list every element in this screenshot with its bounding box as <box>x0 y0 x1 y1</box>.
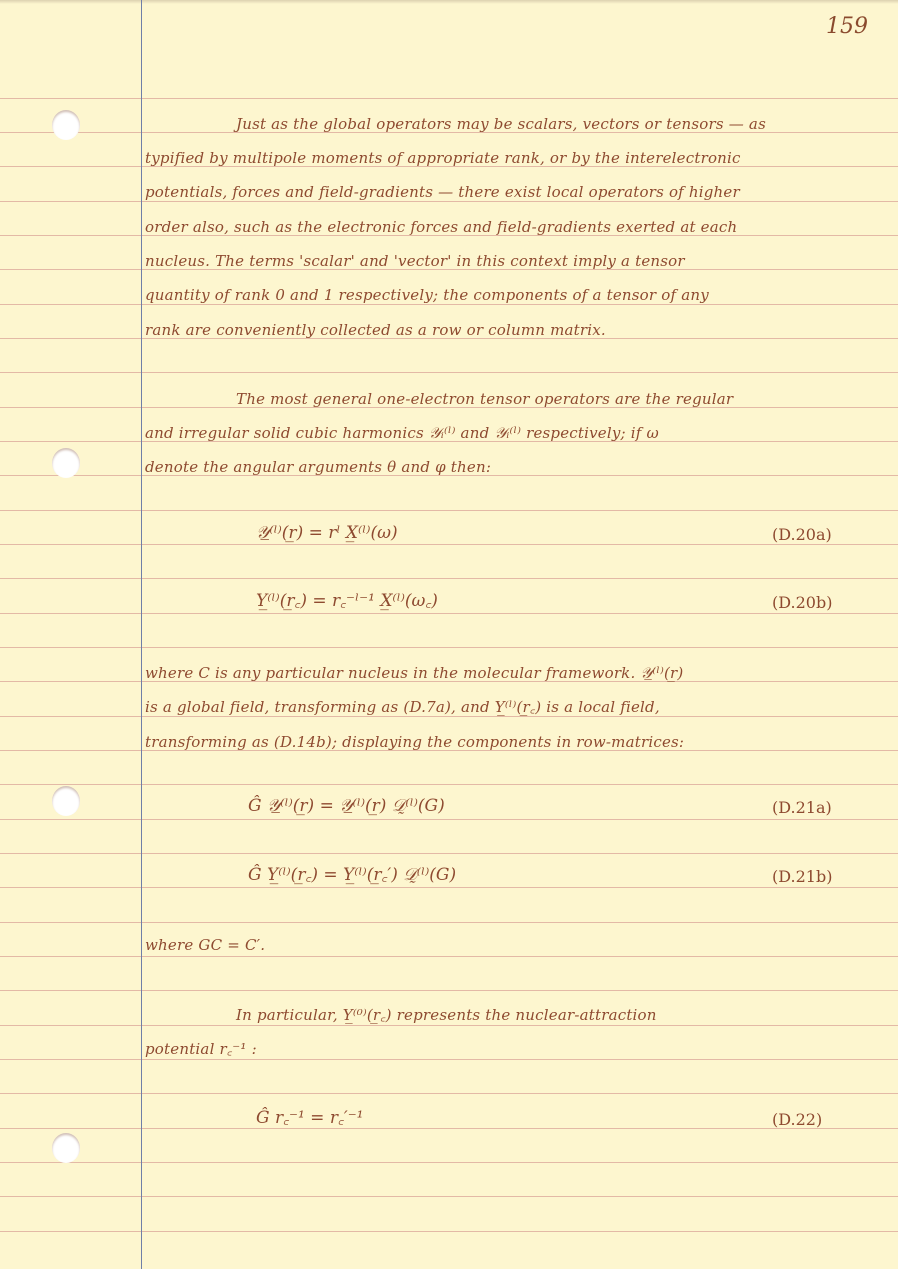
text-line: The most general one-electron tensor operators are the regular <box>236 390 734 408</box>
page-number: 159 <box>826 14 868 39</box>
rule-line <box>0 544 898 545</box>
text-line: potentials, forces and field-gradients — there exist local operators of higher <box>145 183 740 201</box>
rule-line <box>0 1162 898 1163</box>
rule-line <box>0 647 898 648</box>
equation-label-d20b: (D.20b) <box>772 593 833 612</box>
text-line: quantity of rank 0 and 1 respectively; the components of a tensor of any <box>145 286 709 304</box>
text-line: rank are conveniently collected as a row or column matrix. <box>145 321 606 339</box>
rule-line <box>0 98 898 99</box>
text-line: order also, such as the electronic forces and field-gradients exerted at each <box>145 218 738 236</box>
text-line: is a global field, transforming as (D.7a), and Υ̲⁽ˡ⁾(r̲꜀) is a local field, <box>145 698 660 716</box>
equation-label-d22: (D.22) <box>772 1110 823 1129</box>
text-line: transforming as (D.14b); displaying the components in row-matrices: <box>145 733 685 751</box>
text-line: Just as the global operators may be scalars, vectors or tensors — as <box>236 115 766 133</box>
punch-hole <box>52 448 80 478</box>
text-line: denote the angular arguments θ and φ then: <box>145 458 492 476</box>
rule-line <box>0 1196 898 1197</box>
text-line: nucleus. The terms 'scalar' and 'vector' in this context imply a tensor <box>145 252 685 270</box>
rule-line <box>0 853 898 854</box>
text-line: where C is any particular nucleus in the molecular framework. 𝒴̲⁽ˡ⁾(r̲) <box>145 664 684 682</box>
rule-line <box>0 613 898 614</box>
rule-line <box>0 956 898 957</box>
punch-hole <box>52 786 80 816</box>
rule-line <box>0 1128 898 1129</box>
margin-line <box>141 0 142 1269</box>
equation-d20a: 𝒴̲⁽ˡ⁾(r̲) = rˡ X̲⁽ˡ⁾(ω) <box>256 523 398 543</box>
equation-d21a: Ĝ 𝒴̲⁽ˡ⁾(r̲) = 𝒴̲⁽ˡ⁾(r̲) 𝒟̰⁽ˡ⁾(G) <box>248 796 445 816</box>
rule-line <box>0 922 898 923</box>
rule-line <box>0 510 898 511</box>
rule-line <box>0 819 898 820</box>
equation-label-d21b: (D.21b) <box>772 867 833 886</box>
punch-hole <box>52 1133 80 1163</box>
rule-line <box>0 1025 898 1026</box>
punch-hole <box>52 110 80 140</box>
rule-line <box>0 372 898 373</box>
equation-label-d21a: (D.21a) <box>772 798 832 817</box>
equation-d20b: Υ̲⁽ˡ⁾(r̲꜀) = r꜀⁻ˡ⁻¹ X̲⁽ˡ⁾(ω꜀) <box>256 591 438 611</box>
rule-line <box>0 784 898 785</box>
rule-line <box>0 1231 898 1232</box>
rule-line <box>0 1093 898 1094</box>
text-line: typified by multipole moments of appropriate rank, or by the interelectronic <box>145 149 741 167</box>
text-line: potential r꜀⁻¹ : <box>145 1040 257 1058</box>
text-line: and irregular solid cubic harmonics 𝒴ᵢ⁽ˡ⁾ and 𝒴ᵢ⁽ˡ⁾ respectively; if ω <box>145 424 659 442</box>
rule-line <box>0 990 898 991</box>
text-line: where GC = C′. <box>145 936 266 954</box>
equation-d22: Ĝ r꜀⁻¹ = r꜀′⁻¹ <box>256 1108 364 1128</box>
rule-line <box>0 578 898 579</box>
rule-line <box>0 1059 898 1060</box>
equation-label-d20a: (D.20a) <box>772 525 832 544</box>
equation-d21b: Ĝ Υ̲⁽ˡ⁾(r̲꜀) = Υ̲⁽ˡ⁾(r̲꜀′) 𝒟̰⁽ˡ⁾(G) <box>248 865 457 885</box>
rule-line <box>0 887 898 888</box>
text-line: In particular, Υ̲⁽⁰⁾(r̲꜀) represents the nuclear-attraction <box>236 1006 657 1024</box>
